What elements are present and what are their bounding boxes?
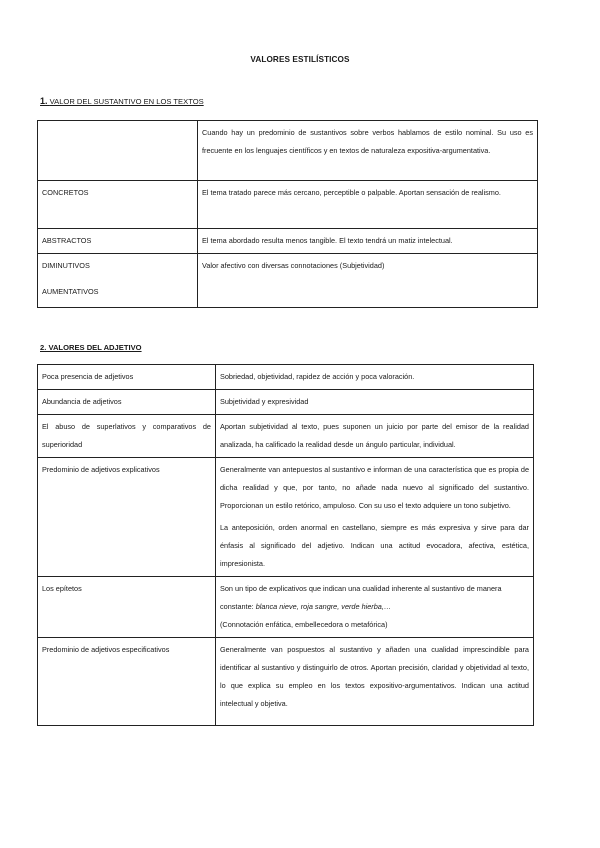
row-description: Valor afectivo con diversas connotaciones (Subjetividad) <box>198 254 538 308</box>
row-description: Subjetividad y expresividad <box>216 390 534 415</box>
row-label <box>38 254 198 308</box>
row-label <box>38 121 198 181</box>
row-description <box>216 577 534 638</box>
noun-values-table <box>37 120 538 308</box>
epitetos-examples: blanca nieve, roja sangre, verde hierba,… <box>255 602 392 611</box>
table-row <box>38 638 534 726</box>
section-1-heading <box>40 96 204 106</box>
table-row <box>38 254 538 308</box>
section-2-heading: 2. VALORES DEL ADJETIVO <box>40 343 142 352</box>
adjective-values-table <box>37 364 534 726</box>
table-row <box>38 121 538 181</box>
row-description-paragraph-2: La anteposición, orden anormal en castellano, siempre es más expresiva y sirve para dar énfasis al significado del adjetivo. Indican una actitud evocadora, afectiva, estética, impresionista. <box>220 523 529 568</box>
table-row <box>38 577 534 638</box>
row-description: El tema abordado resulta menos tangible. El texto tendrá un matiz intelectual. <box>198 229 538 254</box>
row-label: Poca presencia de adjetivos <box>38 365 216 390</box>
row-label: ABSTRACTOS <box>38 229 198 254</box>
table-row <box>38 415 534 458</box>
row-label: CONCRETOS <box>38 181 198 229</box>
row-description-paragraph-1: Generalmente van antepuestos al sustantivo e informan de una característica que es propia de dicha realidad y que, por tanto, no añade nada nuevo al significado del sustantivo. Proporcionan un estilo retórico, ampuloso. Con su uso el texto adquiere un tono subjetivo. <box>220 465 529 510</box>
row-description: Aportan subjetividad al texto, pues suponen un juicio por parte del emisor de la realidad analizada, ha calificado la realidad desde un ángulo particular, individual. <box>216 415 534 458</box>
row-description: Generalmente van pospuestos al sustantivo y añaden una cualidad imprescindible para identificar al sustantivo y distinguirlo de otros. Aportan precisión, claridad y objetividad al texto, lo que explica su empleo en los textos expositivo-argumentativos. Indican una actitud intelectual y objetiva. <box>216 638 534 726</box>
table-row <box>38 229 538 254</box>
row-label: Los epítetos <box>38 577 216 638</box>
row-description: Cuando hay un predominio de sustantivos sobre verbos hablamos de estilo nominal. Su uso es frecuente en los lenguajes científicos y en textos de naturaleza expositiva-argumentativa. <box>198 121 538 181</box>
table-row <box>38 365 534 390</box>
table-row <box>38 181 538 229</box>
row-label-diminutivos: DIMINUTIVOS <box>42 261 90 270</box>
document-title: VALORES ESTILÍSTICOS <box>250 55 350 64</box>
row-label: Abundancia de adjetivos <box>38 390 216 415</box>
section-1-number: 1. <box>40 96 48 106</box>
table-row <box>38 458 534 577</box>
section-1-title: VALOR DEL SUSTANTIVO EN LOS TEXTOS <box>49 97 204 106</box>
row-description: El tema tratado parece más cercano, perceptible o palpable. Aportan sensación de realismo. <box>198 181 538 229</box>
epitetos-note: (Connotación enfática, embellecedora o metafórica) <box>220 620 388 629</box>
row-description <box>216 458 534 577</box>
row-label-aumentativos: AUMENTATIVOS <box>42 287 99 296</box>
table-row <box>38 390 534 415</box>
row-label: El abuso de superlativos y comparativos de superioridad <box>38 415 216 458</box>
row-description: Sobriedad, objetividad, rapidez de acción y poca valoración. <box>216 365 534 390</box>
epitetos-text: Son un tipo de explicativos que indican una cualidad inherente al sustantivo de manera constante: <box>220 584 502 611</box>
row-label: Predominio de adjetivos especificativos <box>38 638 216 726</box>
row-label: Predominio de adjetivos explicativos <box>38 458 216 577</box>
